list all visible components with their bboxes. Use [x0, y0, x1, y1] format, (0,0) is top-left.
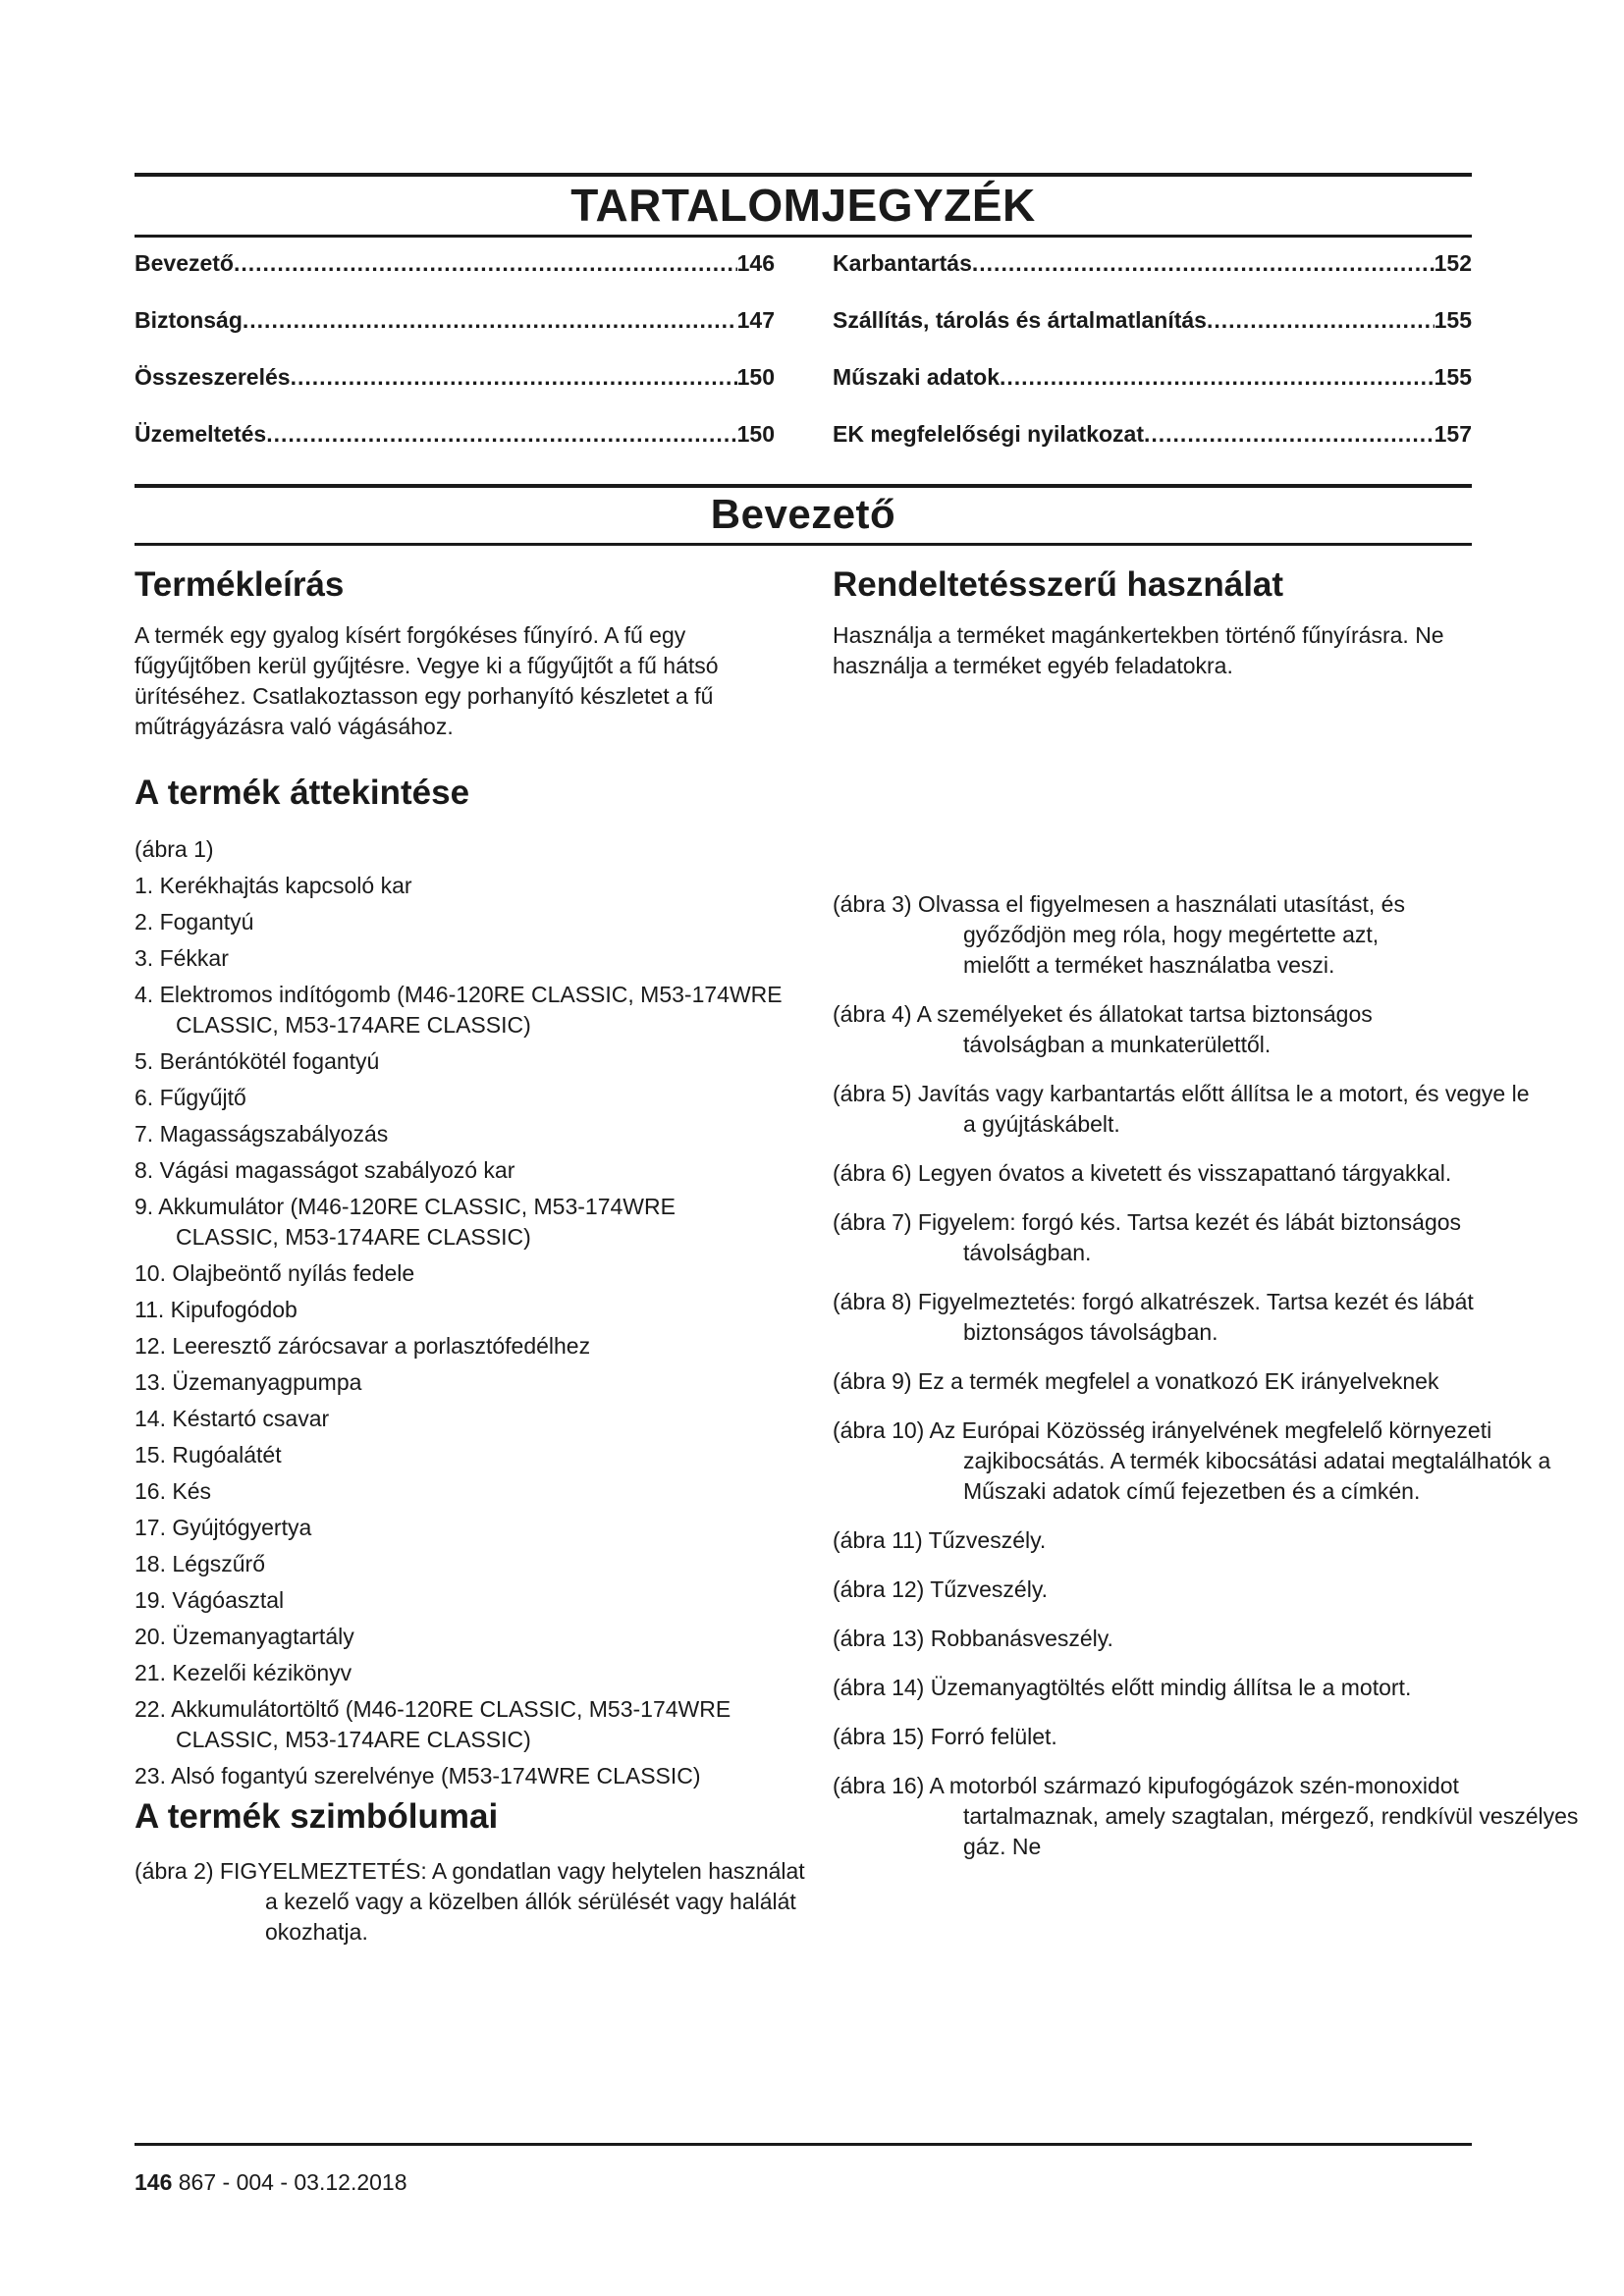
list-item: 3. Fékkar: [135, 945, 229, 971]
symbol-item: (ábra 9) Ez a termék megfelel a vonatkozó EK irányelveknek: [833, 1368, 1439, 1394]
symbol-item: (ábra 13) Robbanásveszély.: [833, 1626, 1113, 1651]
toc-entry-ek-nyilatkozat[interactable]: EK megfelelőségi nyilatkozat ..... 157: [833, 421, 1472, 478]
list-item: 7. Magasságszabályozás: [135, 1121, 389, 1147]
symbol-item: (ábra 15) Forró felület.: [833, 1724, 1057, 1749]
page-footer: [135, 2169, 407, 2196]
product-description-text: A termék egy gyalog kísért forgókéses fűnyíró. A fű egy fűgyűjtőben kerül gyűjtésre. Vegye ki a fűgyűjtőt a fű hátsó ürítéséhez. Csatlakoztasson egy porhanyító készletet a fű műtrágyázásra való vágásához.: [135, 622, 719, 739]
section-title-rule: [135, 543, 1472, 546]
list-item: 2. Fogantyú: [135, 909, 254, 934]
toc-entry-muszaki-adatok[interactable]: Műszaki adatok ..... 155: [833, 364, 1472, 421]
list-item: 22. Akkumulátortöltő (M46-120RE CLASSIC, M53-174WRE CLASSIC, M53-174ARE CLASSIC): [135, 1696, 731, 1752]
list-item: 9. Akkumulátor (M46-120RE CLASSIC, M53-174WRE CLASSIC, M53-174ARE CLASSIC): [135, 1194, 676, 1250]
overview-figure-ref: (ábra 1): [135, 836, 214, 862]
toc-entry-karbantartas[interactable]: Karbantartás ..... 152: [833, 250, 1472, 307]
list-item: 16. Kés: [135, 1478, 211, 1504]
list-item: 17. Gyújtógyertya: [135, 1515, 312, 1540]
symbol-item: (ábra 12) Tűzveszély.: [833, 1576, 1049, 1602]
list-item: 18. Légszűrő: [135, 1551, 265, 1576]
footer-rule: [135, 2143, 1472, 2146]
list-item: 12. Leeresztő zárócsavar a porlasztófedélhez: [135, 1333, 591, 1359]
symbol-item: (ábra 5) Javítás vagy karbantartás előtt állítsa le a motort, és vegye le a gyújtáskábelt.: [833, 1081, 1530, 1137]
page-number: 146: [135, 2169, 173, 2195]
toc-right-column: [833, 250, 1472, 478]
toc-left-column: [135, 250, 775, 478]
document-code: 867 - 004 - 03.12.2018: [178, 2169, 407, 2195]
intended-use-text: Használja a terméket magánkertekben történő fűnyírásra. Ne használja a terméket egyéb feladatokra.: [833, 622, 1444, 678]
list-item: 13. Üzemanyagpumpa: [135, 1369, 362, 1395]
symbol-item: (ábra 2) FIGYELMEZTETÉS: A gondatlan vagy helytelen használat a kezelő vagy a közelben állók sérülését vagy halálát okozhatja.: [135, 1858, 805, 1945]
symbol-item: (ábra 10) Az Európai Közösség irányelvének megfelelő környezeti zajkibocsátás. A termék kibocsátási adatai megtalálhatók a Műszaki adatok című fejezetben és a címkén.: [833, 1417, 1551, 1504]
list-item: 6. Fűgyűjtő: [135, 1085, 246, 1110]
symbol-item: (ábra 7) Figyelem: forgó kés. Tartsa kezét és lábát biztonságos távolságban.: [833, 1209, 1462, 1265]
toc-entry-biztonsag[interactable]: Biztonság ..... 147: [135, 307, 775, 364]
symbol-item: (ábra 3) Olvassa el figyelmesen a használati utasítást, és győződjön meg róla, hogy megértette azt, mielőtt a terméket használatba veszi.: [833, 891, 1405, 978]
list-item: 4. Elektromos indítógomb (M46-120RE CLASSIC, M53-174WRE CLASSIC, M53-174ARE CLASSIC): [135, 982, 783, 1038]
list-item: 21. Kezelői kézikönyv: [135, 1660, 352, 1685]
list-item: 19. Vágóasztal: [135, 1587, 285, 1613]
list-item: 5. Berántókötél fogantyú: [135, 1048, 380, 1074]
symbol-item: (ábra 16) A motorból származó kipufogógázok szén-monoxidot tartalmaznak, amely szagtalan, mérgező, rendkívül veszélyes gáz. Ne: [833, 1773, 1579, 1859]
right-column-symbols: [833, 889, 1579, 1881]
intended-use-heading: Rendeltetésszerű használat: [833, 565, 1284, 604]
symbol-item: (ábra 6) Legyen óvatos a kivetett és visszapattanó tárgyakkal.: [833, 1160, 1452, 1186]
symbol-item: (ábra 8) Figyelmeztetés: forgó alkatrészek. Tartsa kezét és lábát biztonságos távolságban.: [833, 1289, 1474, 1345]
symbols-heading: A termék szimbólumai: [135, 1797, 499, 1836]
list-item: 20. Üzemanyagtartály: [135, 1624, 354, 1649]
right-column-intro: [833, 565, 1472, 681]
toc-entry-osszeszereles[interactable]: Összeszerelés ..... 150: [135, 364, 775, 421]
list-item: 8. Vágási magasságot szabályozó kar: [135, 1157, 515, 1183]
toc-title-rule: [135, 235, 1472, 238]
toc-title: TARTALOMJEGYZÉK: [570, 180, 1036, 231]
toc-entry-uzemeltetes[interactable]: Üzemeltetés ..... 150: [135, 421, 775, 478]
overview-heading: A termék áttekintése: [135, 774, 470, 812]
list-item: 10. Olajbeöntő nyílás fedele: [135, 1260, 415, 1286]
symbol-item: (ábra 14) Üzemanyagtöltés előtt mindig állítsa le a motort.: [833, 1675, 1412, 1700]
list-item: 15. Rugóalátét: [135, 1442, 282, 1468]
product-description-heading: Termékleírás: [135, 565, 345, 604]
section-top-rule: [135, 484, 1472, 488]
page: [135, 0, 1579, 2296]
toc-entry-bevezeto[interactable]: Bevezető ..... 146: [135, 250, 775, 307]
list-item: 11. Kipufogódob: [135, 1297, 298, 1322]
list-item: 1. Kerékhajtás kapcsoló kar: [135, 873, 412, 898]
list-item: 23. Alsó fogantyú szerelvénye (M53-174WRE CLASSIC): [135, 1763, 701, 1789]
symbol-item: (ábra 11) Tűzveszély.: [833, 1527, 1047, 1553]
left-column: [135, 565, 805, 1966]
parts-list: [135, 871, 783, 1791]
toc-top-rule: [135, 173, 1472, 177]
list-item: 14. Késtartó csavar: [135, 1406, 330, 1431]
section-title: Bevezető: [710, 491, 896, 537]
toc-entry-szallitas[interactable]: Szállítás, tárolás és ártalmatlanítás ..... 155: [833, 307, 1472, 364]
symbol-item: (ábra 4) A személyeket és állatokat tartsa biztonságos távolságban a munkaterülettől.: [833, 1001, 1373, 1057]
